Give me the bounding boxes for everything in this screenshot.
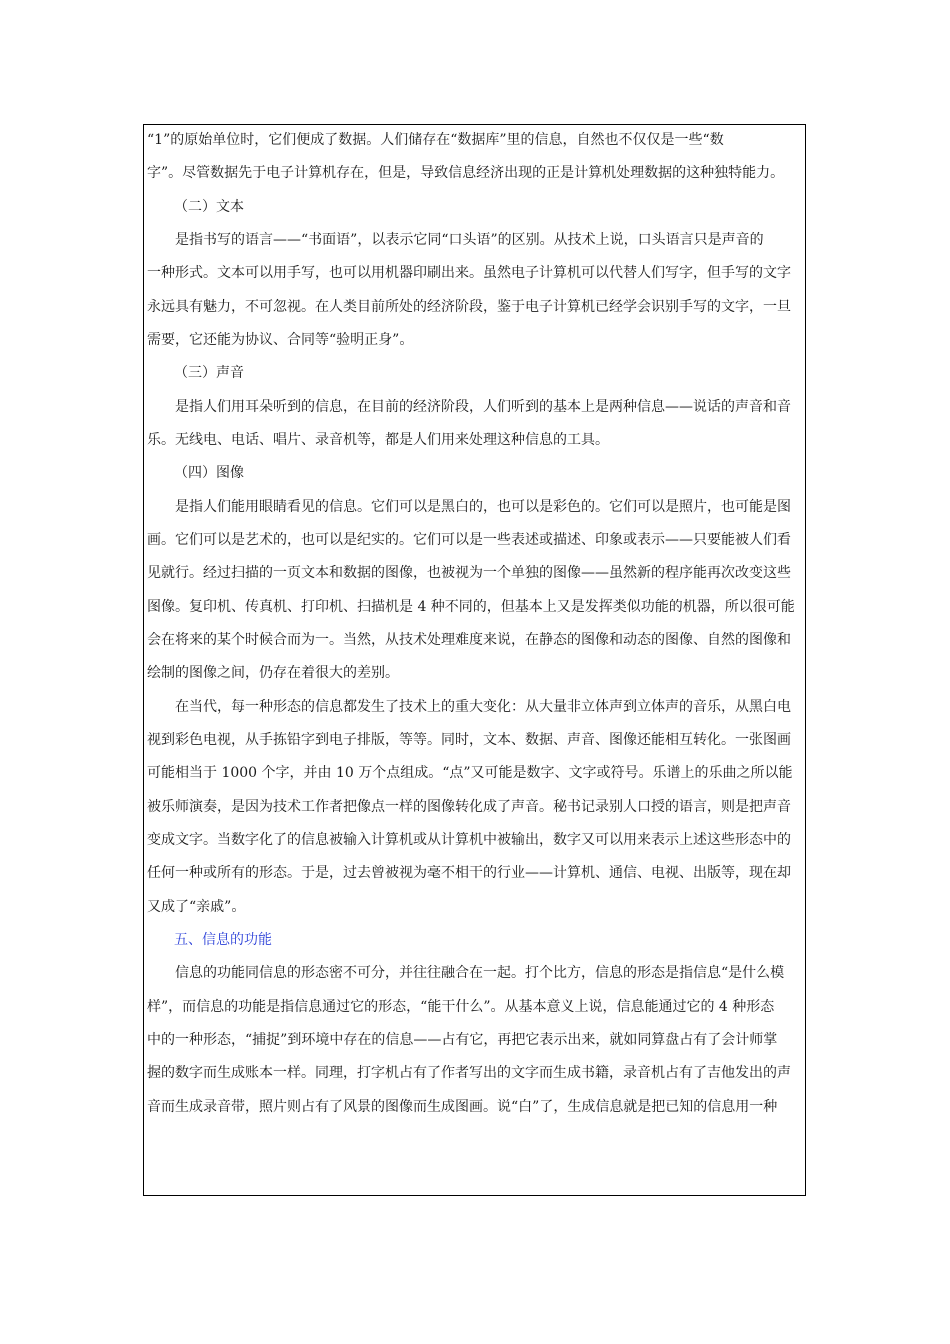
text-line: 样”，而信息的功能是指信息通过它的形态，“能干什么”。从基本意义上说，信息能通过它的 4 种形态 [147, 998, 775, 1015]
text-line: 字”。尽管数据先于电子计算机存在，但是，导致信息经济出现的正是计算机处理数据的这种独特能力。 [147, 165, 785, 182]
document-text-box [143, 124, 806, 1196]
text-line: 音而生成录音带，照片则占有了风景的图像而生成图画。说“白”了，生成信息就是把已知的信息用一种 [147, 1098, 778, 1115]
document-body [144, 125, 805, 1119]
text-line: 可能相当于 1000 个字，并由 10 万个点组成。“点”又可能是数字、文字或符号。乐谱上的乐曲之所以能 [147, 765, 793, 782]
text-line: 视到彩色电视，从手拣铅字到电子排版，等等。同时，文本、数据、声音、图像还能相互转化。一张图画 [147, 731, 791, 748]
text-line: 握的数字而生成账本一样。同理，打字机占有了作者写出的文字而生成书籍，录音机占有了吉他发出的声 [147, 1065, 791, 1082]
text-line: 一种形式。文本可以用手写，也可以用机器印刷出来。虽然电子计算机可以代替人们写字，但手写的文字 [147, 265, 791, 282]
subheading: （三）声音 [174, 365, 244, 382]
text-line: 中的一种形态，“捕捉”到环境中存在的信息——占有它，再把它表示出来，就如同算盘占有了会计师掌 [147, 1031, 778, 1048]
section-heading: 五、信息的功能 [174, 931, 272, 948]
text-line: 是指人们用耳朵听到的信息，在目前的经济阶段，人们听到的基本上是两种信息——说话的声音和音 [175, 398, 791, 415]
subheading: （四）图像 [174, 465, 244, 482]
text-line: 是指书写的语言——“书面语”，以表示它同“口头语”的区别。从技术上说，口头语言只是声音的 [175, 231, 764, 248]
text-line: 在当代，每一种形态的信息都发生了技术上的重大变化：从大量非立体声到立体声的音乐，从黑白电 [175, 698, 791, 715]
text-line: 又成了“亲戚”。 [147, 898, 246, 915]
text-line: 画。它们可以是艺术的，也可以是纪实的。它们可以是一些表述或描述、印象或表示——只要能被人们看 [147, 531, 791, 548]
text-line: 任何一种或所有的形态。于是，过去曾被视为毫不相干的行业——计算机、通信、电视、出版等，现在却 [147, 865, 791, 882]
text-line: 变成文字。当数字化了的信息被输入计算机或从计算机中被输出，数字又可以用来表示上述这些形态中的 [147, 831, 791, 848]
text-line: 是指人们能用眼睛看见的信息。它们可以是黑白的，也可以是彩色的。它们可以是照片，也可能是图 [175, 498, 791, 515]
text-line: 永远具有魅力，不可忽视。在人类目前所处的经济阶段，鉴于电子计算机已经学会识别手写的文字，一旦 [147, 298, 791, 315]
text-line: 被乐师演奏，是因为技术工作者把像点一样的图像转化成了声音。秘书记录别人口授的语言，则是把声音 [147, 798, 791, 815]
text-line: 见就行。经过扫描的一页文本和数据的图像，也被视为一个单独的图像——虽然新的程序能再次改变这些 [147, 565, 791, 582]
text-line: 图像。复印机、传真机、打印机、扫描机是 4 种不同的，但基本上又是发挥类似功能的机器，所以很可能 [147, 598, 795, 615]
text-line: 乐。无线电、电话、唱片、录音机等，都是人们用来处理这种信息的工具。 [147, 431, 609, 448]
text-line: 信息的功能同信息的形态密不可分，并往往融合在一起。打个比方，信息的形态是指信息“是什么模 [175, 965, 785, 982]
text-line: “1”的原始单位时，它们便成了数据。人们储存在“数据库”里的信息，自然也不仅仅是一些“数 [147, 132, 724, 148]
text-line: 会在将来的某个时候合而为一。当然，从技术处理难度来说，在静态的图像和动态的图像、自然的图像和 [147, 631, 791, 648]
subheading: （二）文本 [174, 198, 244, 215]
text-line: 需要，它还能为协议、合同等“验明正身”。 [147, 331, 414, 348]
text-line: 绘制的图像之间，仍存在着很大的差别。 [147, 665, 399, 682]
